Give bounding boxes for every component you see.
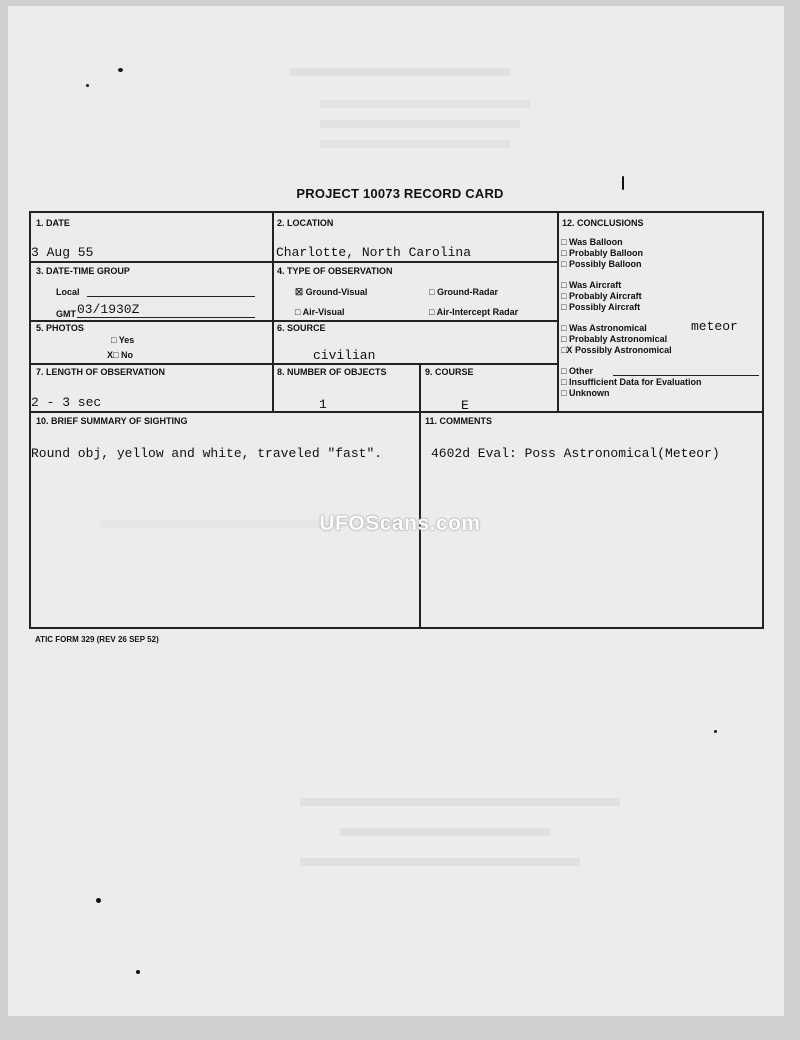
bleed-through-line (340, 828, 550, 836)
date-label: 1. DATE (36, 218, 70, 228)
conclusion-possibly-astronomical: □X Possibly Astronomical (561, 345, 672, 355)
option-air-visual: □ Air-Visual (295, 307, 345, 317)
num-objects-value: 1 (319, 397, 327, 412)
option-ground-visual: ☒ Ground-Visual (295, 287, 368, 297)
scan-speck (86, 84, 89, 87)
checkbox-icon: □ (561, 237, 567, 247)
conclusion-possibly-balloon: □ Possibly Balloon (561, 259, 642, 269)
scan-speck (622, 176, 624, 190)
gmt-label: GMT (56, 309, 76, 319)
checkbox-icon: □ (561, 248, 567, 258)
checkbox-icon: □ (561, 323, 567, 333)
conclusion-was-balloon: □ Was Balloon (561, 237, 623, 247)
conclusion-insufficient-data: □ Insufficient Data for Evaluation (561, 377, 702, 387)
bleed-through-line (300, 798, 620, 806)
bleed-through-line (300, 858, 580, 866)
conclusion-possibly-aircraft: □ Possibly Aircraft (561, 302, 641, 312)
gmt-underline (77, 317, 255, 318)
checkbox-checked-icon: X□ (107, 350, 119, 360)
summary-label: 10. BRIEF SUMMARY OF SIGHTING (36, 416, 188, 426)
conclusion-probably-balloon: □ Probably Balloon (561, 248, 643, 258)
dtg-label: 3. DATE-TIME GROUP (36, 266, 130, 276)
rule (31, 320, 557, 322)
checkbox-icon: □ (429, 307, 435, 317)
checkbox-icon: □ (561, 334, 567, 344)
checkbox-checked-icon: ☒ (295, 287, 304, 297)
photos-label: 5. PHOTOS (36, 323, 84, 333)
conclusion-probably-astronomical: □ Probably Astronomical (561, 334, 668, 344)
bleed-through-line (320, 100, 530, 108)
conclusion-other: □ Other (561, 366, 593, 376)
scan-speck (714, 730, 717, 733)
location-label: 2. LOCATION (277, 218, 334, 228)
option-ground-radar: □ Ground-Radar (429, 287, 498, 297)
rule (419, 363, 421, 629)
comments-value: 4602d Eval: Poss Astronomical(Meteor) (431, 446, 720, 461)
bleed-through-line (320, 140, 510, 148)
course-label: 9. COURSE (425, 367, 474, 377)
rule (31, 363, 557, 365)
checkbox-icon: □ (111, 335, 117, 345)
conclusion-was-astronomical: □ Was Astronomical (561, 323, 647, 333)
photos-no: X□ No (107, 350, 133, 360)
checkbox-icon: □ (561, 302, 567, 312)
rule (31, 261, 557, 263)
conclusion-annotation: meteor (691, 319, 738, 334)
form-id: ATIC FORM 329 (REV 26 SEP 52) (35, 635, 159, 644)
num-objects-label: 8. NUMBER OF OBJECTS (277, 367, 387, 377)
bleed-through-line (290, 68, 510, 76)
summary-value: Round obj, yellow and white, traveled "fast". (31, 446, 383, 461)
date-value: 3 Aug 55 (31, 245, 94, 260)
local-underline (87, 296, 255, 297)
scan-speck (136, 970, 140, 974)
comments-label: 11. COMMENTS (425, 416, 493, 426)
checkbox-icon: □ (295, 307, 301, 317)
checkbox-icon: □ (561, 366, 567, 376)
checkbox-icon: □ (429, 287, 435, 297)
conclusions-label: 12. CONCLUSIONS (562, 218, 644, 228)
observation-type-label: 4. TYPE OF OBSERVATION (277, 266, 393, 276)
record-card (29, 211, 764, 629)
scan-speck (118, 68, 123, 72)
rule (272, 213, 274, 411)
gmt-value: 03/1930Z (77, 302, 140, 317)
location-value: Charlotte, North Carolina (276, 245, 472, 260)
watermark: UFOScans.com (319, 512, 481, 535)
card-title: PROJECT 10073 RECORD CARD (296, 186, 504, 201)
photos-yes: □ Yes (111, 335, 135, 345)
checkbox-icon: □ (561, 259, 567, 269)
rule (557, 213, 559, 411)
local-label: Local (56, 287, 80, 297)
length-value: 2 - 3 sec (31, 395, 102, 410)
conclusion-was-aircraft: □ Was Aircraft (561, 280, 622, 290)
source-value: civilian (313, 348, 376, 363)
checkbox-icon: □ (561, 388, 567, 398)
option-air-intercept-radar: □ Air-Intercept Radar (429, 307, 519, 317)
checkbox-icon: □ (561, 291, 567, 301)
course-value: E (461, 398, 469, 413)
checkbox-icon: □ (561, 377, 567, 387)
other-underline (613, 375, 759, 376)
rule (31, 411, 764, 413)
source-label: 6. SOURCE (277, 323, 326, 333)
checkbox-icon: □ (561, 280, 567, 290)
checkbox-checked-icon: □X (561, 345, 573, 355)
length-label: 7. LENGTH OF OBSERVATION (36, 367, 166, 377)
scan-speck (96, 898, 101, 903)
conclusion-probably-aircraft: □ Probably Aircraft (561, 291, 642, 301)
conclusion-unknown: □ Unknown (561, 388, 610, 398)
bleed-through-line (320, 120, 520, 128)
